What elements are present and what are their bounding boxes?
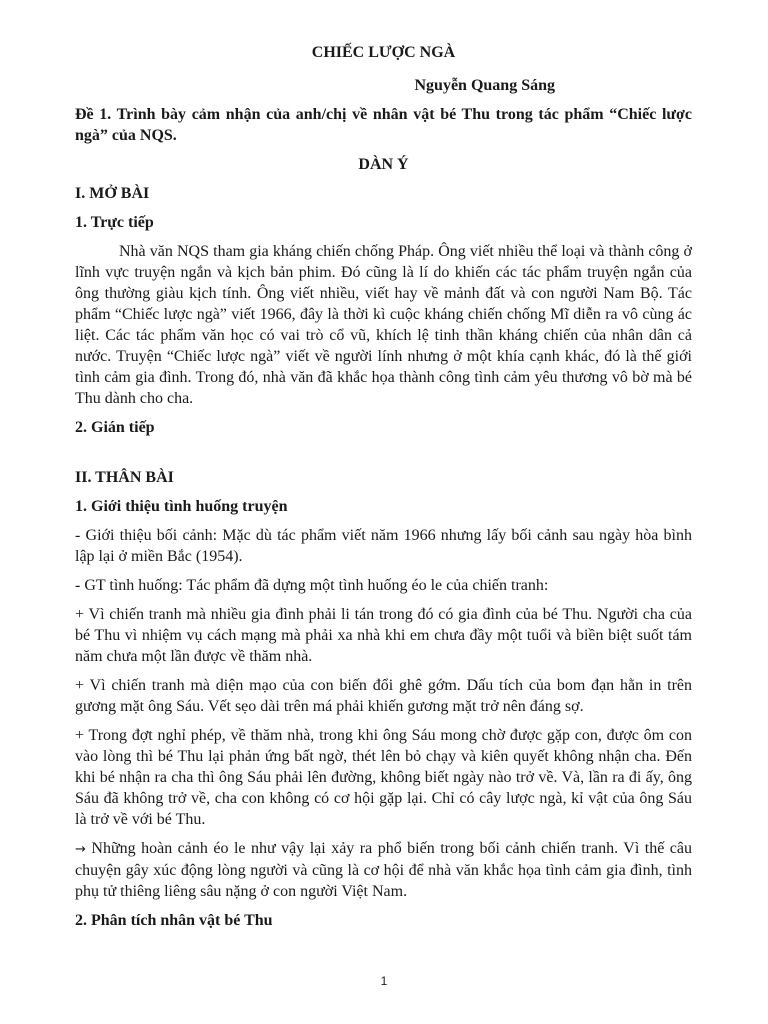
section-heading-body: II. THÂN BÀI [75, 469, 174, 486]
page-number: 1 [380, 974, 388, 988]
section-heading-intro: I. MỞ BÀI [75, 185, 150, 202]
outline-heading: DÀN Ý [358, 156, 409, 173]
subheading-direct: 1. Trực tiếp [75, 214, 154, 231]
paragraph-context: - Giới thiệu bối cảnh: Mặc dù tác phẩm viết năm 1966 nhưng lấy bối cảnh sau ngày hòa bình lập lại ở miền Bắc (1954). [75, 527, 692, 565]
document-page [75, 42, 692, 939]
paragraph-situation: - GT tình huống: Tác phẩm đã dựng một tình huống éo le của chiến tranh: [75, 577, 549, 594]
subheading-indirect: 2. Gián tiếp [75, 419, 155, 436]
paragraph-conclusion [75, 838, 692, 902]
paragraph-visit: + Trong đợt nghỉ phép, về thăm nhà, trong khi ông Sáu mong chờ được gặp con, được ôm con vào lòng thì bé Thu lại phản ứng bất ngờ, thét lên bỏ chạy và kiên quyết không nhận cha. Đến khi bé nhận ra cha thì ông Sáu phải lên đường, không biết ngày nào trở về. Và, lần ra đi ấy, ông Sáu đã không trở về, cha con không có cơ hội gặp lại. Chỉ có cây lược ngà, kỉ vật của ông Sáu là trở về với bé Thu. [75, 727, 692, 828]
document-title: CHIẾC LƯỢC NGÀ [311, 44, 456, 61]
arrow-right-icon: → [75, 842, 86, 857]
subheading-character-analysis: 2. Phân tích nhân vật bé Thu [75, 912, 273, 929]
intro-paragraph: Nhà văn NQS tham gia kháng chiến chống Pháp. Ông viết nhiều thể loại và thành công ở lĩnh vực truyện ngắn và kịch bản phim. Đó cũng là lí do khiến các tác phẩm truyện ngắn của ông thường giàu kịch tính. Ông viết nhiều, viết hay về mảnh đất và con người Nam Bộ. Tác phẩm “Chiếc lược ngà” viết 1966, đây là thời kì cuộc kháng chiến chống Mĩ diễn ra vô cùng ác liệt. Các tác phẩm văn học có vai trò cổ vũ, khích lệ tinh thần kháng chiến của nhân dân cả nước. Truyện “Chiếc lược ngà” viết về người lính nhưng ở một khía cạnh khác, đó là thế giới tình cảm gia đình. Trong đó, nhà văn đã khắc họa thành công tình cảm yêu thương vô bờ mà bé Thu dành cho cha. [75, 243, 692, 407]
essay-question: Đề 1. Trình bày cảm nhận của anh/chị về nhân vật bé Thu trong tác phẩm “Chiếc lược ngà” của NQS. [75, 106, 692, 144]
paragraph-scar: + Vì chiến tranh mà diện mạo của con biến đổi ghê gớm. Dấu tích của bom đạn hằn in trên gương mặt ông Sáu. Vết sẹo dài trên má phải khiến gương mặt trở nên đáng sợ. [75, 677, 692, 715]
conclusion-text: Những hoàn cảnh éo le như vậy lại xảy ra phổ biến trong bối cảnh chiến tranh. Vì thế câu chuyện gây xúc động lòng người và cũng là cơ hội để nhà văn khắc họa tình cảm gia đình, tình phụ tử thiêng liêng sâu nặng ở con người Việt Nam. [75, 840, 692, 900]
paragraph-separation: + Vì chiến tranh mà nhiều gia đình phải li tán trong đó có gia đình của bé Thu. Người cha của bé Thu vì nhiệm vụ cách mạng mà phải xa nhà khi em chưa đầy một tuổi và biền biệt suốt tám năm chưa một lần được về thăm nhà. [75, 606, 692, 665]
subheading-situation: 1. Giới thiệu tình huống truyện [75, 498, 288, 515]
document-author: Nguyễn Quang Sáng [414, 77, 555, 94]
blank-line [75, 446, 692, 467]
